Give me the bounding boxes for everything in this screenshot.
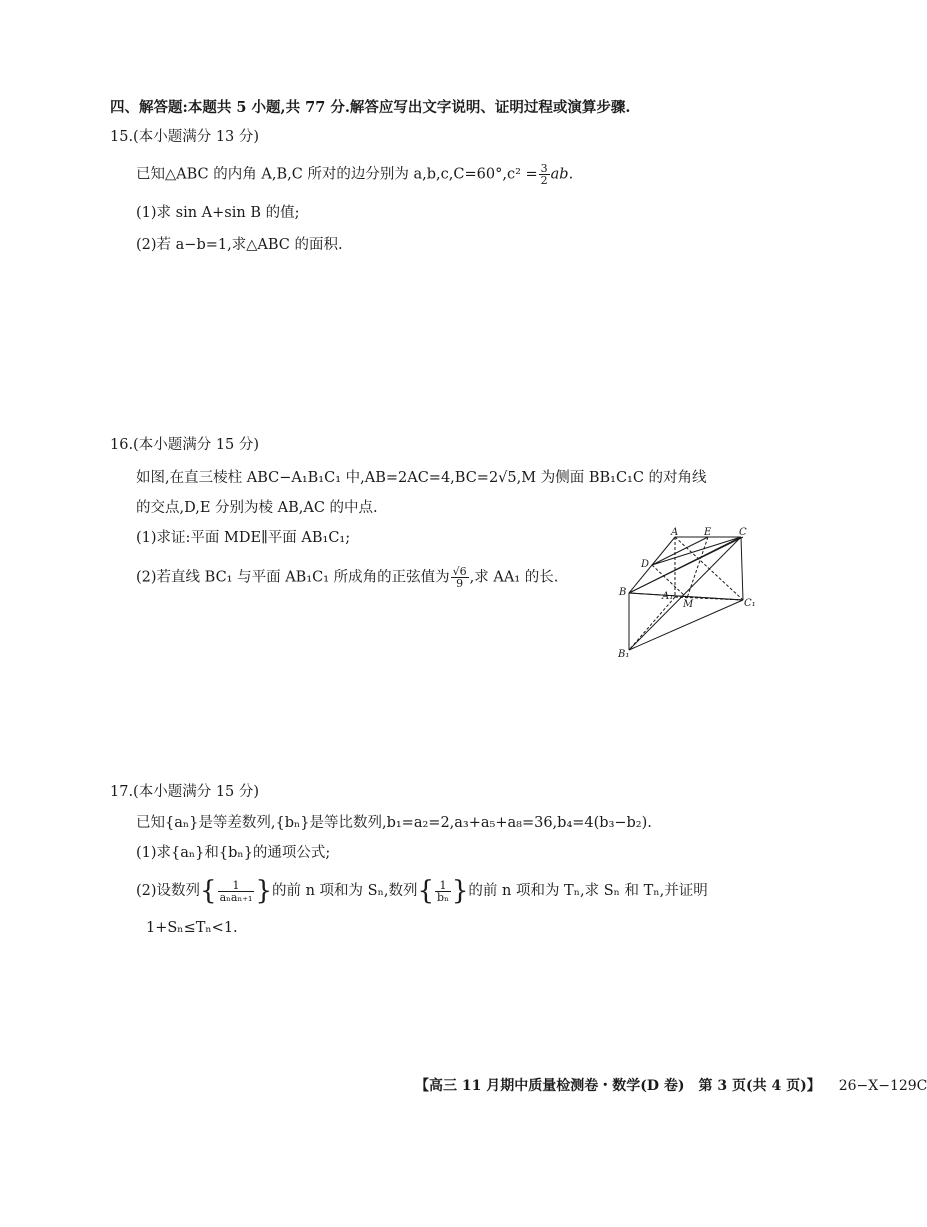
footer-title: 【高三 11 月期中质量检测卷・数学(D 卷) 第 3 页(共 4 页)】: [415, 1078, 821, 1094]
q15-frac-den: 2: [540, 174, 548, 187]
q15-part1: (1)求 sin A+sin B 的值;: [136, 205, 300, 221]
q17-part2-b: 的前 n 项和为 Sₙ,数列: [272, 883, 418, 899]
q16-number: 16.(本小题满分 15 分): [110, 437, 260, 453]
q17-number: 17.(本小题满分 15 分): [110, 784, 260, 800]
q15-frac-num: 3: [540, 162, 548, 175]
label-D: D: [641, 559, 650, 570]
q16-part2: [136, 566, 558, 589]
q17-part2-a: (2)设数列: [136, 883, 201, 899]
q15-fraction: [539, 163, 550, 186]
label-A1: A₁: [662, 591, 674, 602]
q17-seq1-fraction: [218, 880, 255, 903]
q15-stem-post: ab.: [550, 166, 574, 183]
q16-frac-num: √6: [452, 565, 467, 578]
label-A: A: [671, 527, 679, 538]
q17-seq2-num: 1: [435, 880, 451, 892]
right-brace-icon: }: [451, 876, 469, 906]
label-E: E: [704, 527, 712, 538]
q17-part1: (1)求{aₙ}和{bₙ}的通项公式;: [136, 845, 331, 861]
label-M: M: [683, 599, 694, 610]
q16-fraction: [451, 566, 469, 589]
q16-stem-line1: 如图,在直三棱柱 ABC−A₁B₁C₁ 中,AB=2AC=4,BC=2√5,M 为侧面 BB₁C₁C 的对角线: [136, 470, 707, 486]
prism-figure: [615, 525, 765, 665]
q16-part1: (1)求证:平面 MDE∥平面 AB₁C₁;: [136, 530, 351, 546]
q17-seq2-den: bₙ: [437, 890, 449, 904]
section-heading: 四、解答题:本题共 5 小题,共 77 分.解答应写出文字说明、证明过程或演算步骤.: [110, 99, 631, 116]
page-footer: [415, 1075, 927, 1095]
q16-stem-line2: 的交点,D,E 分别为棱 AB,AC 的中点.: [136, 500, 378, 516]
q15-stem-pre: 已知△ABC 的内角 A,B,C 所对的边分别为 a,b,c,C=60°,c² =: [136, 166, 538, 183]
q17-part2-c: 的前 n 项和为 Tₙ,求 Sₙ 和 Tₙ,并证明: [468, 883, 708, 899]
q16-frac-den: 9: [456, 577, 464, 590]
q17-seq2-fraction: [435, 880, 451, 903]
q17-seq1-den: aₙaₙ₊₁: [219, 890, 253, 904]
q17-stem: 已知{aₙ}是等差数列,{bₙ}是等比数列,b₁=a₂=2,a₃+a₅+a₈=36,b₄=4(b₃−b₂).: [136, 815, 652, 831]
right-brace-icon: }: [255, 876, 272, 906]
left-brace-icon: {: [200, 876, 217, 906]
q17-part2-inequality: 1+Sₙ≤Tₙ<1.: [146, 920, 238, 936]
q17-seq1-num: 1: [218, 880, 255, 892]
q16-part2-pre: (2)若直线 BC₁ 与平面 AB₁C₁ 所成角的正弦值为: [136, 569, 450, 586]
label-C: C: [739, 527, 747, 538]
footer-code: 26−X−129C: [838, 1078, 927, 1094]
q15-part2: (2)若 a−b=1,求△ABC 的面积.: [136, 237, 343, 253]
q15-number: 15.(本小题满分 13 分): [110, 129, 260, 145]
label-C1: C₁: [744, 598, 756, 609]
label-B1: B₁: [618, 649, 630, 660]
q16-part2-post: ,求 AA₁ 的长.: [469, 569, 559, 586]
q15-stem: [136, 163, 573, 186]
q17-part2: [136, 878, 708, 904]
label-B: B: [619, 587, 627, 598]
left-brace-icon: {: [417, 876, 435, 906]
